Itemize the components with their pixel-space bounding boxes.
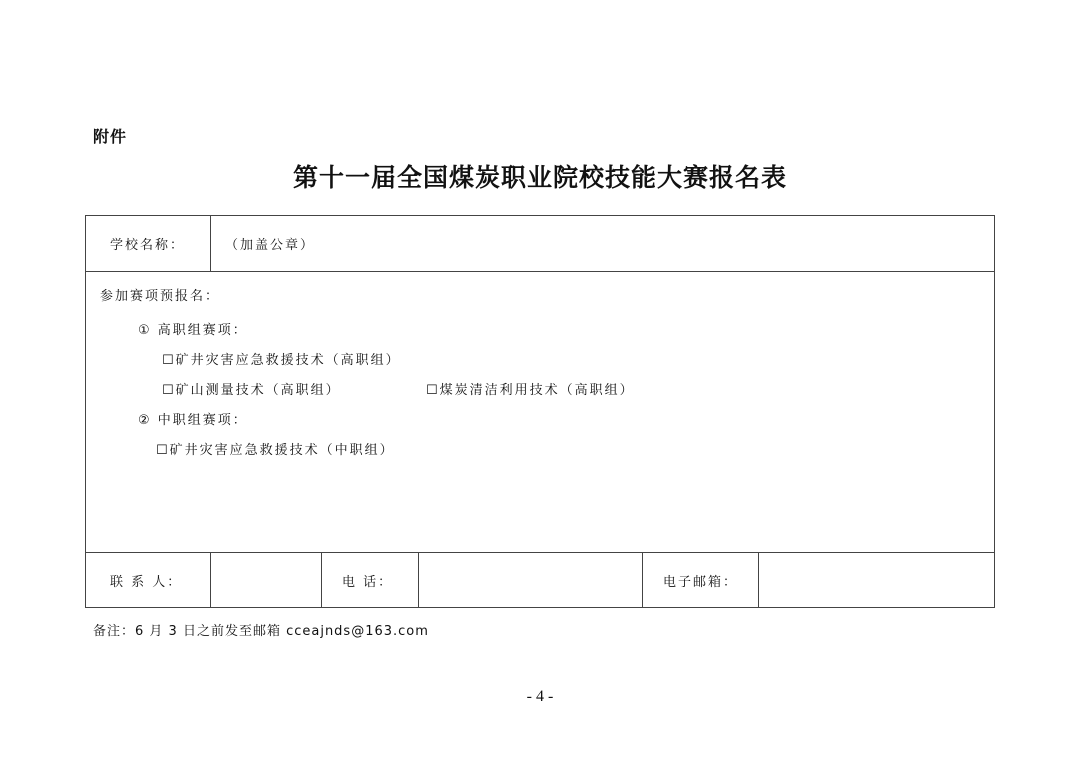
higher-vocational-group-label: ① 高职组赛项： — [138, 323, 248, 338]
contact-person-field[interactable] — [211, 553, 322, 608]
school-name-label: 学校名称： — [86, 216, 211, 272]
checkbox-mine-disaster-rescue-higher[interactable]: ☐矿井灾害应急救援技术（高职组） — [162, 353, 401, 368]
attachment-label: 附件 — [93, 127, 128, 146]
events-row — [86, 272, 995, 553]
checkbox-coal-clean-utilization-higher[interactable]: ☐煤炭清洁利用技术（高职组） — [426, 383, 635, 398]
contact-person-label: 联 系 人： — [86, 553, 211, 608]
events-heading: 参加赛项预报名： — [100, 289, 221, 304]
document-title: 第十一届全国煤炭职业院校技能大赛报名表 — [292, 163, 787, 192]
page-number: - 4 - — [526, 688, 554, 705]
registration-form-table — [85, 215, 995, 608]
checkbox-mine-disaster-rescue-secondary[interactable]: ☐矿井灾害应急救援技术（中职组） — [156, 443, 395, 458]
phone-label: 电 话： — [322, 553, 419, 608]
events-section — [86, 272, 995, 553]
email-field[interactable] — [759, 553, 995, 608]
email-label: 电子邮箱： — [643, 553, 759, 608]
footnote: 备注：6 月 3 日之前发至邮箱 cceajnds@163.com — [93, 624, 429, 639]
contact-row — [86, 553, 995, 608]
phone-field[interactable] — [419, 553, 643, 608]
secondary-vocational-group-label: ② 中职组赛项： — [138, 413, 248, 428]
checkbox-mine-surveying-higher[interactable]: ☐矿山测量技术（高职组） — [162, 383, 341, 398]
school-row — [86, 216, 995, 272]
school-name-field[interactable]: （加盖公章） — [211, 216, 995, 272]
